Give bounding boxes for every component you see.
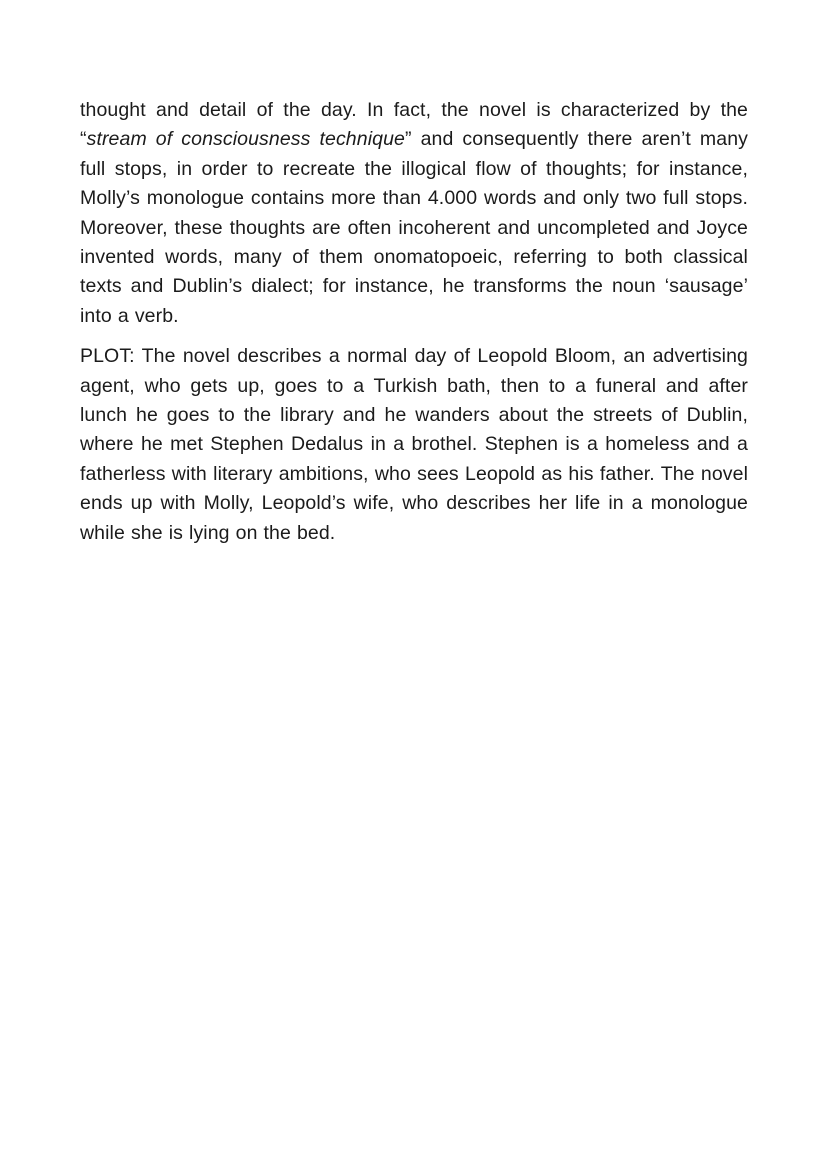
paragraph-text: PLOT: The novel describes a normal day of Leopold Bloom, an advertising agent, who gets up, goes to a Turkish bath, then to a funeral and after lunch he goes to the library and he wanders about the streets of Dublin, where he met Stephen Dedalus in a brothel. Stephen is a homeless and a fatherless with literary ambitions, who sees Leopold as his father. The novel ends up with Molly, Leopold’s wife, who describes her life in a monologue while she is lying on the bed. [80, 345, 748, 544]
paragraph-stream-of-consciousness [80, 96, 748, 331]
paragraph-text-rest: ” and consequently there aren’t many full stops, in order to recreate the illogical flow of thoughts; for instance, Molly’s monologue contains more than 4.000 words and only two full stops. Moreover, these thoughts are often incoherent and uncompleted and Joyce invented words, many of them onomatopoeic, referring to both classical texts and Dublin’s dialect; for instance, he transforms the noun ‘sausage’ into a verb. [80, 128, 748, 327]
paragraph-plot [80, 342, 748, 548]
paragraph-text-lead: thought and detail of the day. In fact, the novel is characterized by the “ [80, 99, 748, 151]
italic-quoted-phrase: stream of consciousness technique [86, 128, 405, 151]
document-page [80, 96, 748, 559]
